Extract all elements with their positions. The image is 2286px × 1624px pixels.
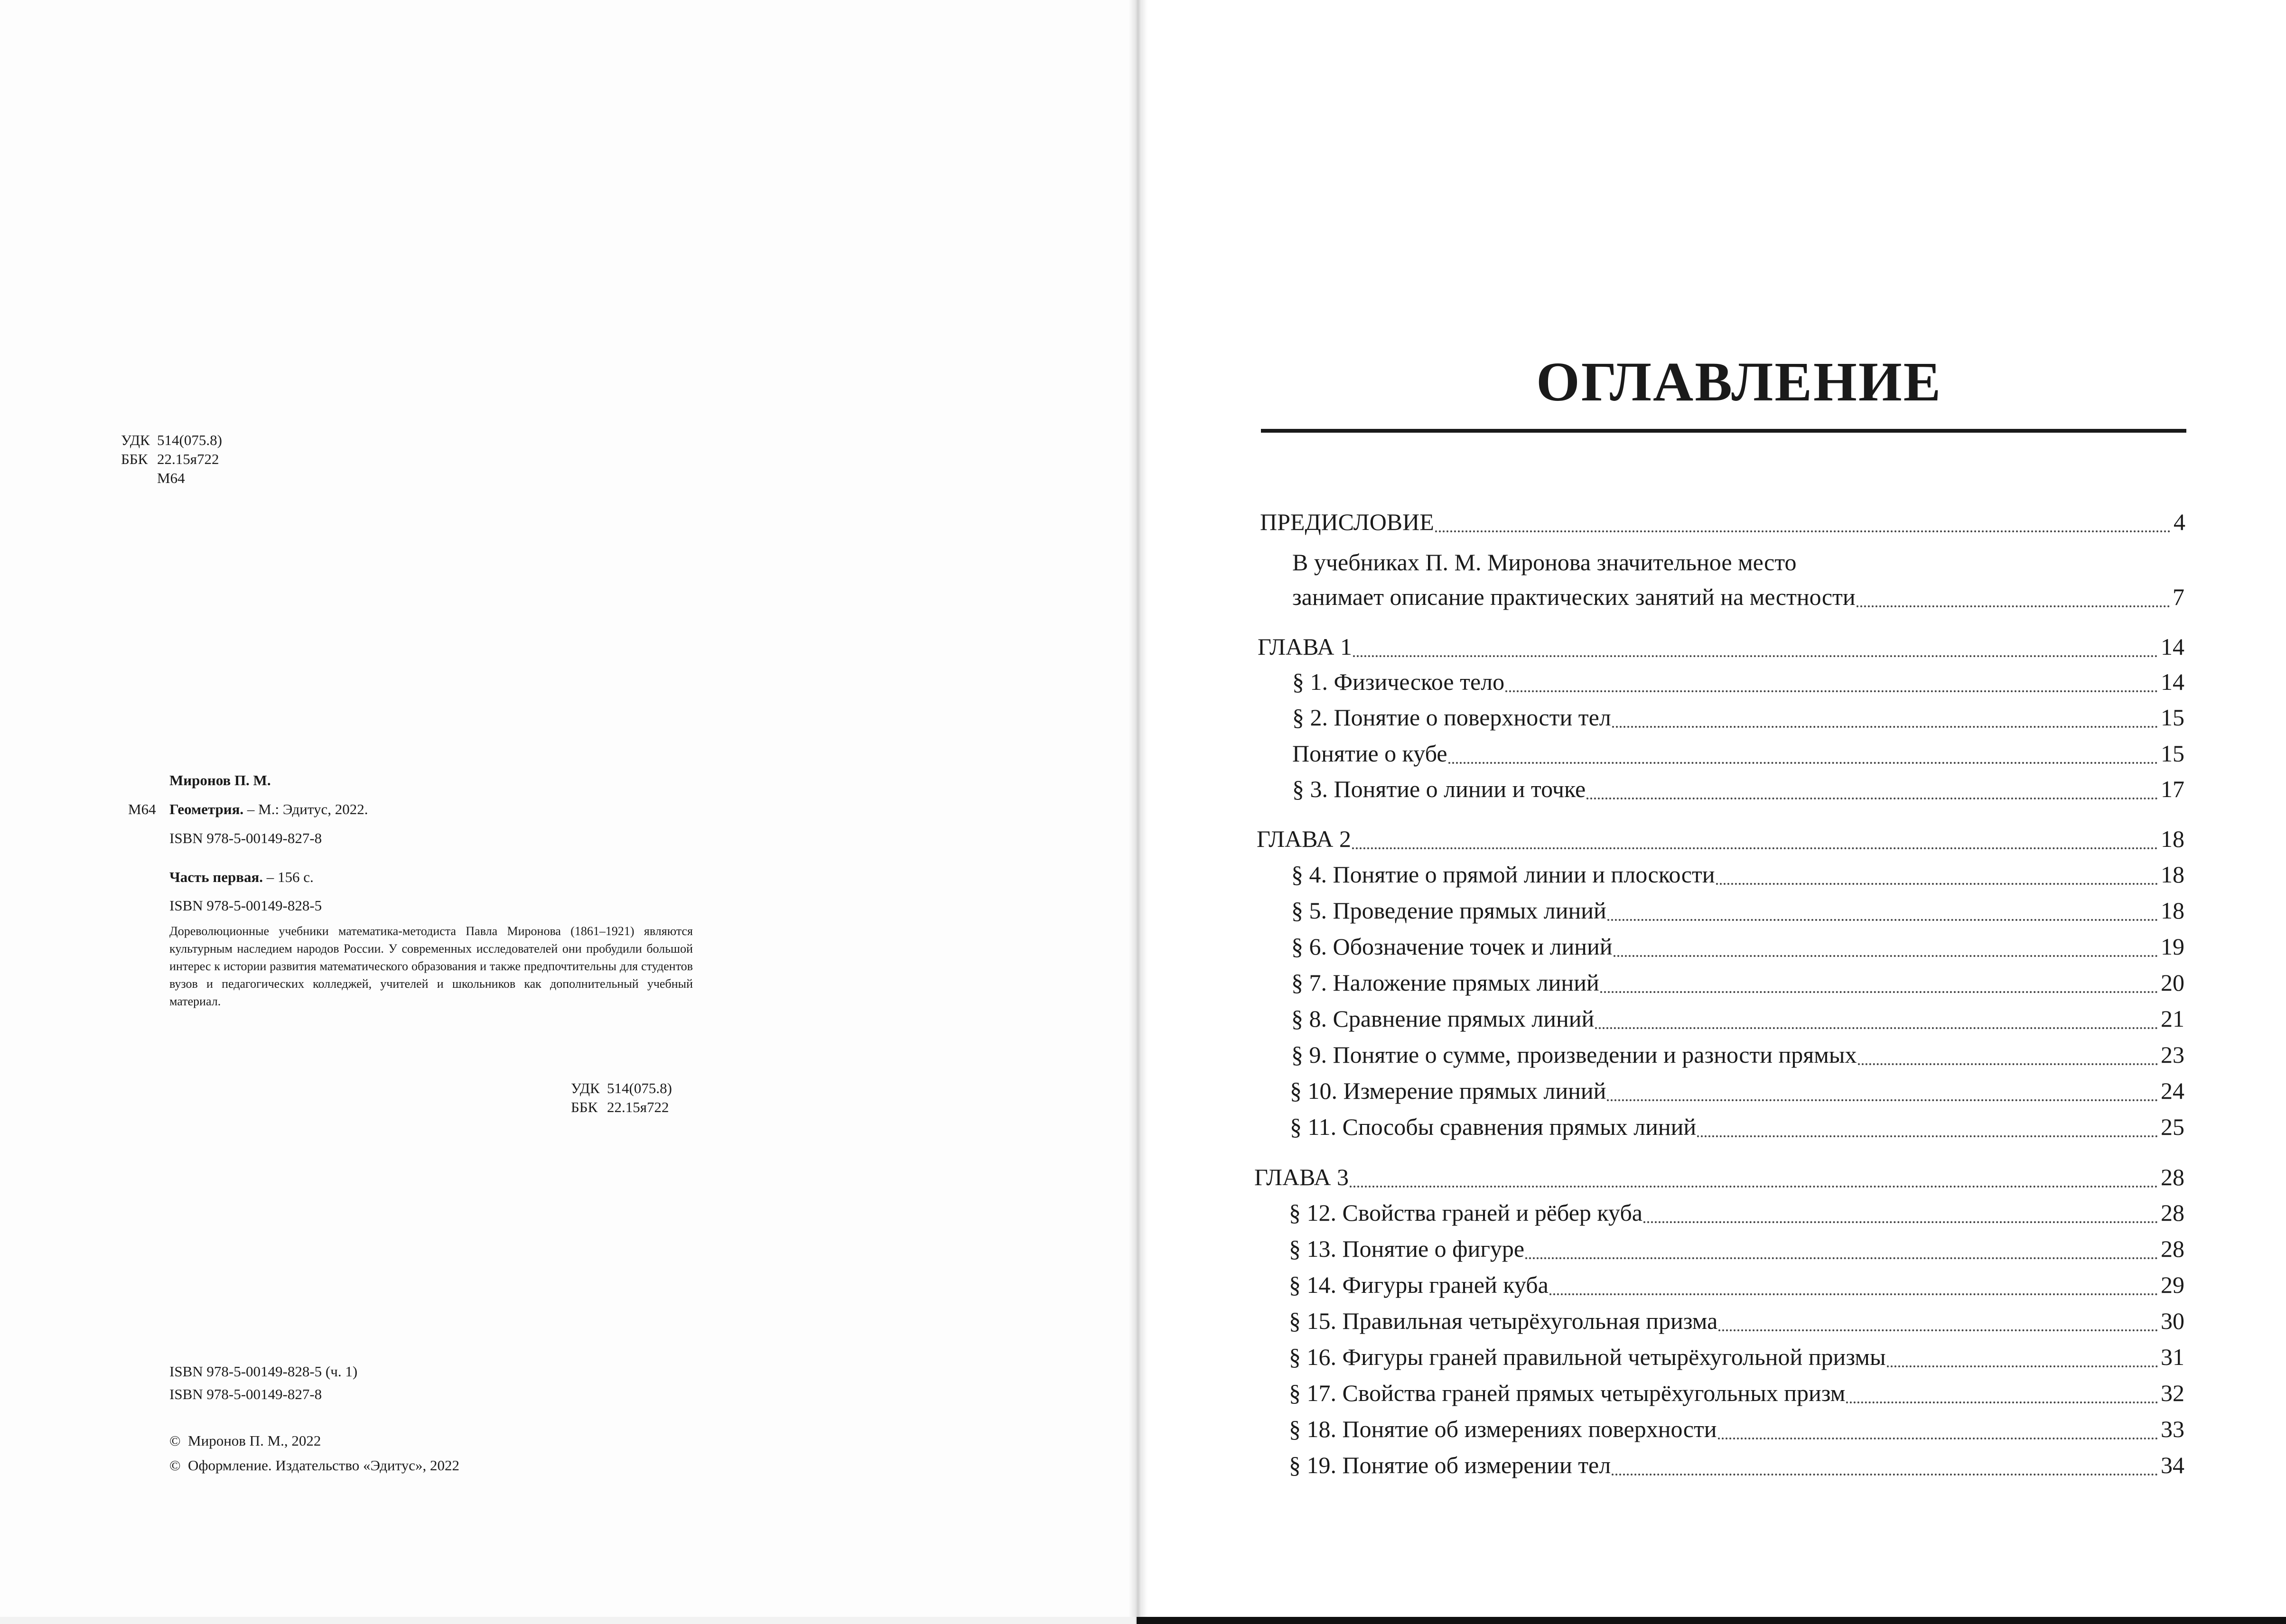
toc-page-number: 17: [2161, 776, 2184, 802]
toc-entry-section[interactable]: [1289, 1271, 2184, 1302]
toc-entry-title: § 2. Понятие о поверхности тел: [1292, 704, 1611, 731]
leader-dots: [1607, 919, 2158, 921]
toc-entry-chapter[interactable]: [1258, 633, 2184, 664]
isbn-part: ISBN 978-5-00149-828-5: [169, 897, 322, 914]
leader-dots: [1505, 690, 2158, 692]
leader-dots: [1718, 1329, 2158, 1331]
toc-entry-title: ГЛАВА 3: [1254, 1164, 1349, 1190]
toc-page-number: 19: [2161, 933, 2184, 960]
toc-entry-title: § 5. Проведение прямых линий: [1291, 897, 1606, 924]
toc-page-number: 4: [2174, 509, 2185, 535]
toc-entry-title: § 17. Свойства граней прямых четырёхугольных призм: [1289, 1380, 1846, 1406]
toc-page-number: 14: [2161, 633, 2184, 660]
toc-page-number: 33: [2161, 1416, 2184, 1442]
toc-page-number: 24: [2161, 1077, 2184, 1104]
toc-entry-subsection[interactable]: [1292, 583, 2184, 614]
leader-dots: [1600, 991, 2158, 993]
leader-dots: [1435, 530, 2171, 532]
bbk-label: ББК: [121, 451, 148, 467]
toc-page-number: 15: [2161, 704, 2184, 731]
leader-dots: [1448, 762, 2158, 764]
author-mark-label: [121, 469, 157, 488]
bbk-value: 22.15я722: [157, 451, 219, 467]
toc-entry-section[interactable]: [1291, 897, 2184, 928]
toc-page-number: 28: [2161, 1235, 2184, 1262]
udc-label: УДК: [121, 432, 150, 448]
bbk-value: 22.15я722: [607, 1099, 669, 1115]
leader-dots: [1846, 1401, 2158, 1403]
toc-entry-title: § 4. Понятие о прямой линии и плоскости: [1291, 861, 1715, 888]
toc-entry-title: § 14. Фигуры граней куба: [1289, 1271, 1549, 1298]
toc-entry-section[interactable]: [1289, 1307, 2184, 1338]
shelf-mark: М64: [128, 801, 156, 817]
toc-entry-title: § 8. Сравнение прямых линий: [1291, 1005, 1595, 1032]
toc-entry-section[interactable]: [1289, 1451, 2184, 1483]
toc-entry-title: § 18. Понятие об измерениях поверхности: [1289, 1416, 1717, 1442]
toc-page-number: 18: [2161, 897, 2184, 924]
leader-dots: [1595, 1027, 2158, 1029]
toc-entry-preface[interactable]: [1260, 508, 2185, 539]
leader-dots: [1614, 955, 2158, 957]
toc-page-number: 7: [2173, 584, 2184, 610]
toc-entry-chapter[interactable]: [1254, 1163, 2184, 1195]
toc-entry-title: § 19. Понятие об измерении тел: [1289, 1452, 1611, 1478]
toc-entry-section[interactable]: [1291, 1041, 2184, 1072]
toc-entry-title: § 6. Обозначение точек и линий: [1291, 933, 1613, 960]
toc-page-number: 15: [2161, 740, 2184, 767]
leader-dots: [1858, 1063, 2158, 1065]
leader-dots: [1697, 1135, 2158, 1137]
leader-dots: [1612, 1474, 2158, 1476]
toc-entry-title: § 13. Понятие о фигуре: [1289, 1235, 1525, 1262]
contents-title: ОГЛАВЛЕНИЕ: [1536, 351, 1942, 413]
toc-page-number: 23: [2161, 1041, 2184, 1068]
toc-entry-section[interactable]: [1291, 1005, 2184, 1036]
toc-entry-section[interactable]: [1291, 969, 2184, 1000]
toc-entry-section[interactable]: [1290, 1077, 2184, 1108]
udc-label: УДК: [571, 1080, 600, 1096]
toc-entry-section[interactable]: [1292, 704, 2184, 735]
leader-dots: [1857, 605, 2170, 607]
isbn-line: ISBN 978-5-00149-828-5 (ч. 1): [169, 1363, 358, 1380]
udc-value: 514(075.8): [607, 1080, 672, 1096]
bbk-label: ББК: [571, 1099, 598, 1115]
toc-entry-title: § 11. Способы сравнения прямых линий: [1290, 1114, 1697, 1140]
toc-entry-title: ГЛАВА 2: [1257, 826, 1351, 852]
leader-dots: [1586, 798, 2158, 799]
leader-dots: [1352, 847, 2158, 849]
toc-entry-title: § 1. Физическое тело: [1292, 668, 1505, 695]
page-edge-left: [0, 1617, 1135, 1624]
leader-dots: [1716, 883, 2158, 885]
book-title-line: [169, 800, 368, 819]
toc-entry-subsection: [1292, 548, 2184, 580]
toc-entry-section[interactable]: [1292, 740, 2184, 771]
toc-page-number: 20: [2161, 969, 2184, 996]
title-rule: [1261, 429, 2186, 433]
leader-dots: [1350, 1186, 2158, 1188]
copyright-line: © Оформление. Издательство «Эдитус», 2022: [169, 1457, 459, 1474]
toc-entry-title: занимает описание практических занятий на местности: [1292, 584, 1856, 610]
toc-page-number: 18: [2161, 826, 2184, 852]
toc-entry-section[interactable]: [1290, 1113, 2184, 1144]
toc-entry-title: § 15. Правильная четырёхугольная призма: [1289, 1308, 1718, 1334]
toc-page-number: 31: [2161, 1344, 2184, 1370]
toc-page-number: 28: [2161, 1164, 2184, 1190]
page-edge-right: [1137, 1617, 2286, 1624]
leader-dots: [1643, 1221, 2158, 1223]
part-title: Часть первая.: [169, 869, 263, 885]
toc-entry-title: Понятие о кубе: [1292, 740, 1447, 767]
toc-entry-title: § 7. Наложение прямых линий: [1291, 969, 1599, 996]
publisher-info: – М.: Эдитус, 2022.: [243, 801, 368, 817]
toc-entry-section[interactable]: [1289, 1415, 2184, 1447]
isbn-line: ISBN 978-5-00149-827-8: [169, 1386, 322, 1402]
leader-dots: [1887, 1365, 2158, 1367]
book-spine: [1129, 0, 1148, 1624]
toc-entry-title: § 16. Фигуры граней правильной четырёхугольной призмы: [1289, 1344, 1886, 1370]
toc-page-number: 21: [2161, 1005, 2184, 1032]
toc-entry-section[interactable]: [1289, 1379, 2184, 1411]
toc-entry-title: В учебниках П. М. Миронова значительное место: [1292, 549, 1797, 575]
author-name: Миронов П. М.: [169, 772, 271, 789]
toc-page-number: 30: [2161, 1308, 2184, 1334]
toc-page-number: 25: [2161, 1114, 2184, 1140]
toc-page-number: 28: [2161, 1199, 2184, 1226]
toc-page-number: 29: [2161, 1271, 2184, 1298]
toc-entry-section[interactable]: [1292, 775, 2184, 807]
author-mark-value: М64: [157, 470, 185, 486]
toc-entry-section[interactable]: [1289, 1235, 2184, 1266]
toc-entry-title: ПРЕДИСЛОВИЕ: [1260, 509, 1434, 535]
toc-entry-title: ГЛАВА 1: [1258, 633, 1352, 660]
toc-page-number: 32: [2161, 1380, 2184, 1406]
leader-dots: [1353, 655, 2158, 657]
book-title: Геометрия.: [169, 801, 244, 817]
copyright-line: © Миронов П. М., 2022: [169, 1432, 321, 1449]
bottom-classification-codes: [571, 1079, 672, 1117]
isbn-block: [169, 1360, 357, 1406]
toc-page-number: 18: [2161, 861, 2184, 888]
toc-page-number: 14: [2161, 668, 2184, 695]
part-line: [169, 868, 314, 887]
toc-entry-section[interactable]: [1292, 668, 2184, 699]
toc-entry-title: § 9. Понятие о сумме, произведении и разности прямых: [1291, 1041, 1857, 1068]
toc-entry-title: § 12. Свойства граней и рёбер куба: [1289, 1199, 1642, 1226]
page-count: – 156 с.: [263, 869, 314, 885]
toc-entry-section[interactable]: [1289, 1199, 2184, 1230]
toc-entry-chapter[interactable]: [1257, 825, 2184, 856]
toc-entry-section[interactable]: [1291, 861, 2184, 892]
leader-dots: [1612, 726, 2158, 728]
udc-value: 514(075.8): [157, 432, 222, 448]
toc-page-number: 34: [2161, 1452, 2184, 1478]
isbn-set: ISBN 978-5-00149-827-8: [169, 830, 322, 846]
leader-dots: [1718, 1438, 2158, 1439]
copyright-block: [169, 1429, 459, 1478]
toc-entry-section[interactable]: [1291, 933, 2184, 964]
toc-entry-title: § 3. Понятие о линии и точке: [1292, 776, 1586, 802]
book-annotation: Дореволюционные учебники математика-методиста Павла Миронова (1861–1921) являются культурным наследием народов России. У современных исследователей они пробудили большой интерес к истории развития математического образования и также предпочтительны для студентов вузов и педагогических колледжей, учителей и школьников как дополнительный учебный материал.: [169, 924, 693, 1008]
leader-dots: [1549, 1293, 2158, 1295]
toc-entry-title: § 10. Измерение прямых линий: [1290, 1077, 1606, 1104]
top-classification-codes: [121, 431, 222, 488]
leader-dots: [1607, 1099, 2158, 1101]
leader-dots: [1525, 1257, 2158, 1259]
toc-entry-section[interactable]: [1289, 1343, 2184, 1374]
